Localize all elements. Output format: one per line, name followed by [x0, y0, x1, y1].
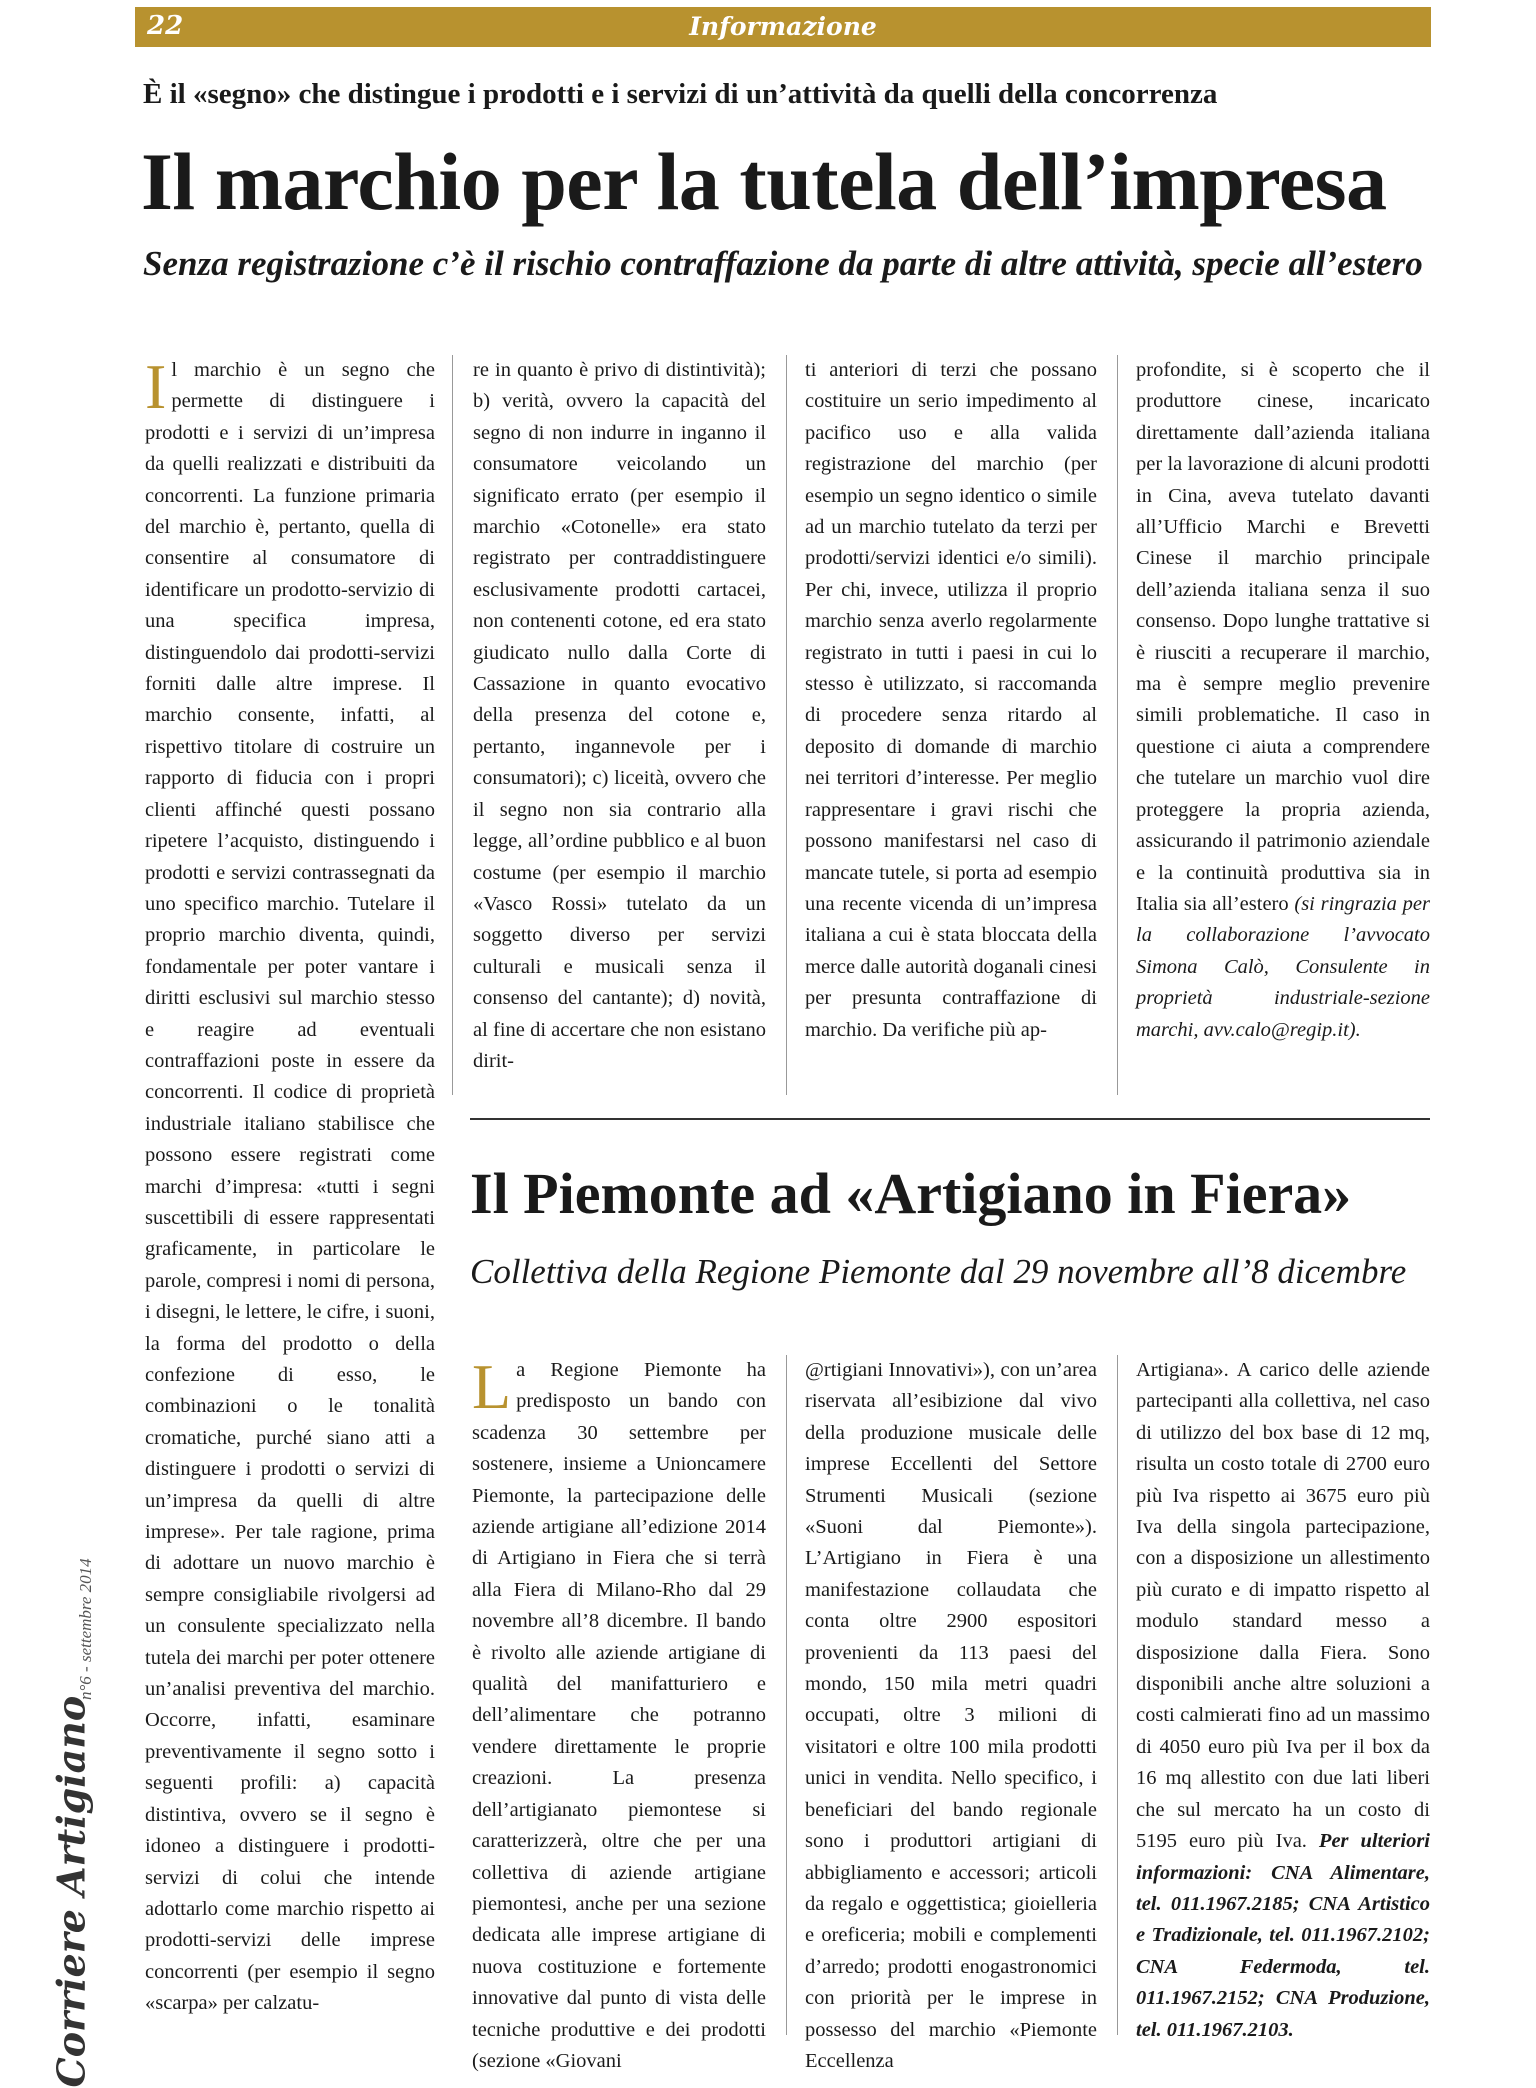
- article-column-1: [145, 351, 435, 2020]
- contact-info: Per ulteriori informazioni: CNA Alimentare, tel. 011.1967.2185; CNA Artistico e Tradizionale, tel. 011.1967.2102; CNA Federmoda, tel. 011.1967.2152; CNA Produzione, tel. 011.1967.2103.: [1136, 1830, 1431, 2041]
- article2-column-3: [1136, 1355, 1430, 2046]
- column-text: re in quanto è privo di distintività); b) verità, ovvero la capacità del segno di non indurre in inganno il consumatore veicolando un significato errato (per esempio il marchio «Cotonelle» era stato registrato per contraddistinguere esclusivamente prodotti cartacei, non contenenti cotone, ed era stato giudicato nullo dalla Corte di Cassazione in quanto evocativo della presenza del cotone e, pertanto, ingannevole per i consumatori); c) liceità, ovvero che il segno non sia contrario alla legge, all’ordine pubblico e al buon costume (per esempio il marchio «Vasco Rossi» tutelato da un soggetto diverso per servizi culturali e musicali senza il consenso del cantante); d) novità, al fine di accertare che non esistano dirit-: [473, 359, 766, 1072]
- column-rule: [786, 355, 787, 1095]
- page-number: 22: [147, 11, 184, 41]
- column-rule: [1117, 1355, 1118, 2035]
- drop-cap: L: [472, 1351, 512, 1422]
- article-column-3: [805, 355, 1097, 1046]
- article-divider: [470, 1118, 1430, 1120]
- article2-column-2: [805, 1355, 1097, 2077]
- article2-deck: Collettiva della Regione Piemonte dal 29 novembre all’8 dicembre: [470, 1252, 1407, 1291]
- column-text: a Regione Piemonte ha predisposto un bando con scadenza 30 settembre per sostenere, insieme a Unioncamere Piemonte, la partecipazione delle aziende artigiane all’edizione 2014 di Artigiano in Fiera che si terrà alla Fiera di Milano-Rho dal 29 novembre all’8 dicembre. Il bando è rivolto alle aziende artigiane di qualità del manifatturiero e dell’alimentare che potranno vendere direttamente le proprie creazioni. La presenza dell’artigianato piemontese si caratterizzerà, oltre che per una collettiva di aziende artigiane piemontesi, anche per una sezione dedicata alle imprese artigiane di nuova costituzione e fortemente innovative dal punto di vista delle tecniche produttive e dei prodotti (sezione «Giovani: [472, 1359, 766, 2072]
- article-column-2: [473, 355, 766, 1077]
- article-deck: Senza registrazione c’è il rischio contraffazione da parte di altre attività, specie all’estero: [143, 244, 1423, 283]
- drop-cap: I: [145, 351, 167, 422]
- column-text: Artigiana». A carico delle aziende partecipanti alla collettiva, nel caso di utilizzo del box base di 12 mq, risulta un costo totale di 2700 euro più Iva rispetto ai 3675 euro più Iva della singola partecipazione, con a disposizione un allestimento più curato e di impatto rispetto al modulo standard messo a disposizione dalla Fiera. Sono disponibili anche altre soluzioni a costi calmierati fino ad un massimo di 4050 euro più Iva per il box da 16 mq allestito con due lati liberi che sul mercato ha un costo di 5195 euro più Iva.: [1136, 1359, 1430, 1853]
- section-band: [135, 7, 1431, 47]
- section-title: Informazione: [689, 12, 877, 41]
- masthead-logo: Corriere Artigiano: [48, 1695, 94, 2088]
- article2-headline: Il Piemonte ad «Artigiano in Fiera»: [470, 1161, 1352, 1226]
- issue-label: n°6 - settembre 2014: [76, 1558, 95, 1700]
- column-rule: [786, 1355, 787, 2035]
- article-column-4: [1136, 355, 1430, 1046]
- column-text: ti anteriori di terzi che possano costituire un serio impedimento al pacifico uso e alla valida registrazione del marchio (per esempio un segno identico o simile ad un marchio tutelato da terzi per prodotti/servizi identici e/o simili). Per chi, invece, utilizza il proprio marchio senza averlo regolarmente registrato in tutti i paesi in cui lo stesso è utilizzato, si raccomanda di procedere senza ritardo al deposito di domande di marchio nei territori d’interesse. Per meglio rappresentare i gravi rischi che possono manifestarsi nel caso di mancate tutele, si porta ad esempio una recente vicenda di un’impresa italiana a cui è stata bloccata della merce dalle autorità doganali cinesi per presunta contraffazione di marchio. Da verifiche più ap-: [805, 359, 1097, 1041]
- column-text: @rtigiani Innovativi»), con un’area riservata all’esibizione dal vivo della produzione musicale delle imprese Eccellenti del Settore Strumenti Musicali (sezione «Suoni dal Piemonte»). L’Artigiano in Fiera è una manifestazione collaudata che conta oltre 2900 espositori provenienti da 113 paesi del mondo, 150 mila metri quadri occupati, oltre 3 milioni di visitatori e oltre 100 mila prodotti unici in vendita. Nello specifico, i beneficiari del bando regionale sono i produttori artigiani di abbigliamento e accessori; articoli da regalo e oggettistica; gioielleria e oreficeria; mobili e complementi d’arredo; prodotti enogastronomici con priorità per le imprese in possesso del marchio «Piemonte Eccellenza: [805, 1359, 1097, 2072]
- column-text: l marchio è un segno che permette di distinguere i prodotti e i servizi di un’impresa da quelli realizzati e distribuiti da concorrenti. La funzione primaria del marchio è, pertanto, quella di consentire al consumatore di identificare un prodotto-servizio di una specifica impresa, distinguendolo dai prodotti-servizi forniti dalle altre imprese. Il marchio consente, infatti, al rispettivo titolare di costruire un rapporto di fiducia con i propri clienti affinché questi possano ripetere l’acquisto, distinguendo i prodotti e servizi contrassegnati da uno specifico marchio. Tutelare il proprio marchio diventa, quindi, fondamentale per poter vantare i diritti esclusivi sul marchio stesso e reagire ad eventuali contraffazioni poste in essere da concorrenti. Il codice di proprietà industriale italiano stabilisce che possono essere registrati come marchi d’impresa: «tutti i segni suscettibili di essere rappresentati graficamente, in particolare le parole, compresi i nomi di persona, i disegni, le lettere, le cifre, i suoni, la forma del prodotto o della confezione di esso, le combinazioni o le tonalità cromatiche, purché siano atti a distinguere i prodotti o servizi di un’impresa da quelli di altre imprese». Per tale ragione, prima di adottare un nuovo marchio è sempre consigliabile rivolgersi ad un consulente specializzato nella tutela dei marchi per poter ottenere un’analisi preventiva del marchio. Occorre, infatti, esaminare preventivamente il segno sotto i seguenti profili: a) capacità distintiva, ovvero se il segno è idoneo a distinguere i prodotti-servizi di colui che intende adottarlo come marchio rispetto ai prodotti-servizi delle imprese concorrenti (per esempio il segno «scarpa» per calzatu-: [145, 359, 435, 2015]
- article-kicker: È il «segno» che distingue i prodotti e i servizi di un’attività da quelli della concorrenza: [143, 78, 1218, 110]
- column-rule: [1117, 355, 1118, 1095]
- column-rule: [452, 355, 453, 1095]
- masthead-sidebar: [36, 1440, 106, 2088]
- credit-note: (si ringrazia per la collaborazione l’avvocato Simona Calò, Consulente in proprietà industriale-sezione marchi, avv.calo@regip.it).: [1136, 892, 1431, 1041]
- column-text: profondite, si è scoperto che il produttore cinese, incaricato direttamente dall’azienda italiana per la lavorazione di alcuni prodotti in Cina, aveva tutelato davanti all’Ufficio Marchi e Brevetti Cinese il marchio principale dell’azienda italiana senza il suo consenso. Dopo lunghe trattative si è riusciti a recuperare il marchio, ma è sempre meglio prevenire simili problematiche. Il caso in questione ci aiuta a comprendere che tutelare un marchio vuol dire proteggere la propria azienda, assicurando il patrimonio aziendale e la continuità produttiva sia in Italia sia all’estero: [1136, 359, 1430, 915]
- article2-column-1: [472, 1351, 766, 2077]
- article-headline: Il marchio per la tutela dell’impresa: [141, 136, 1387, 227]
